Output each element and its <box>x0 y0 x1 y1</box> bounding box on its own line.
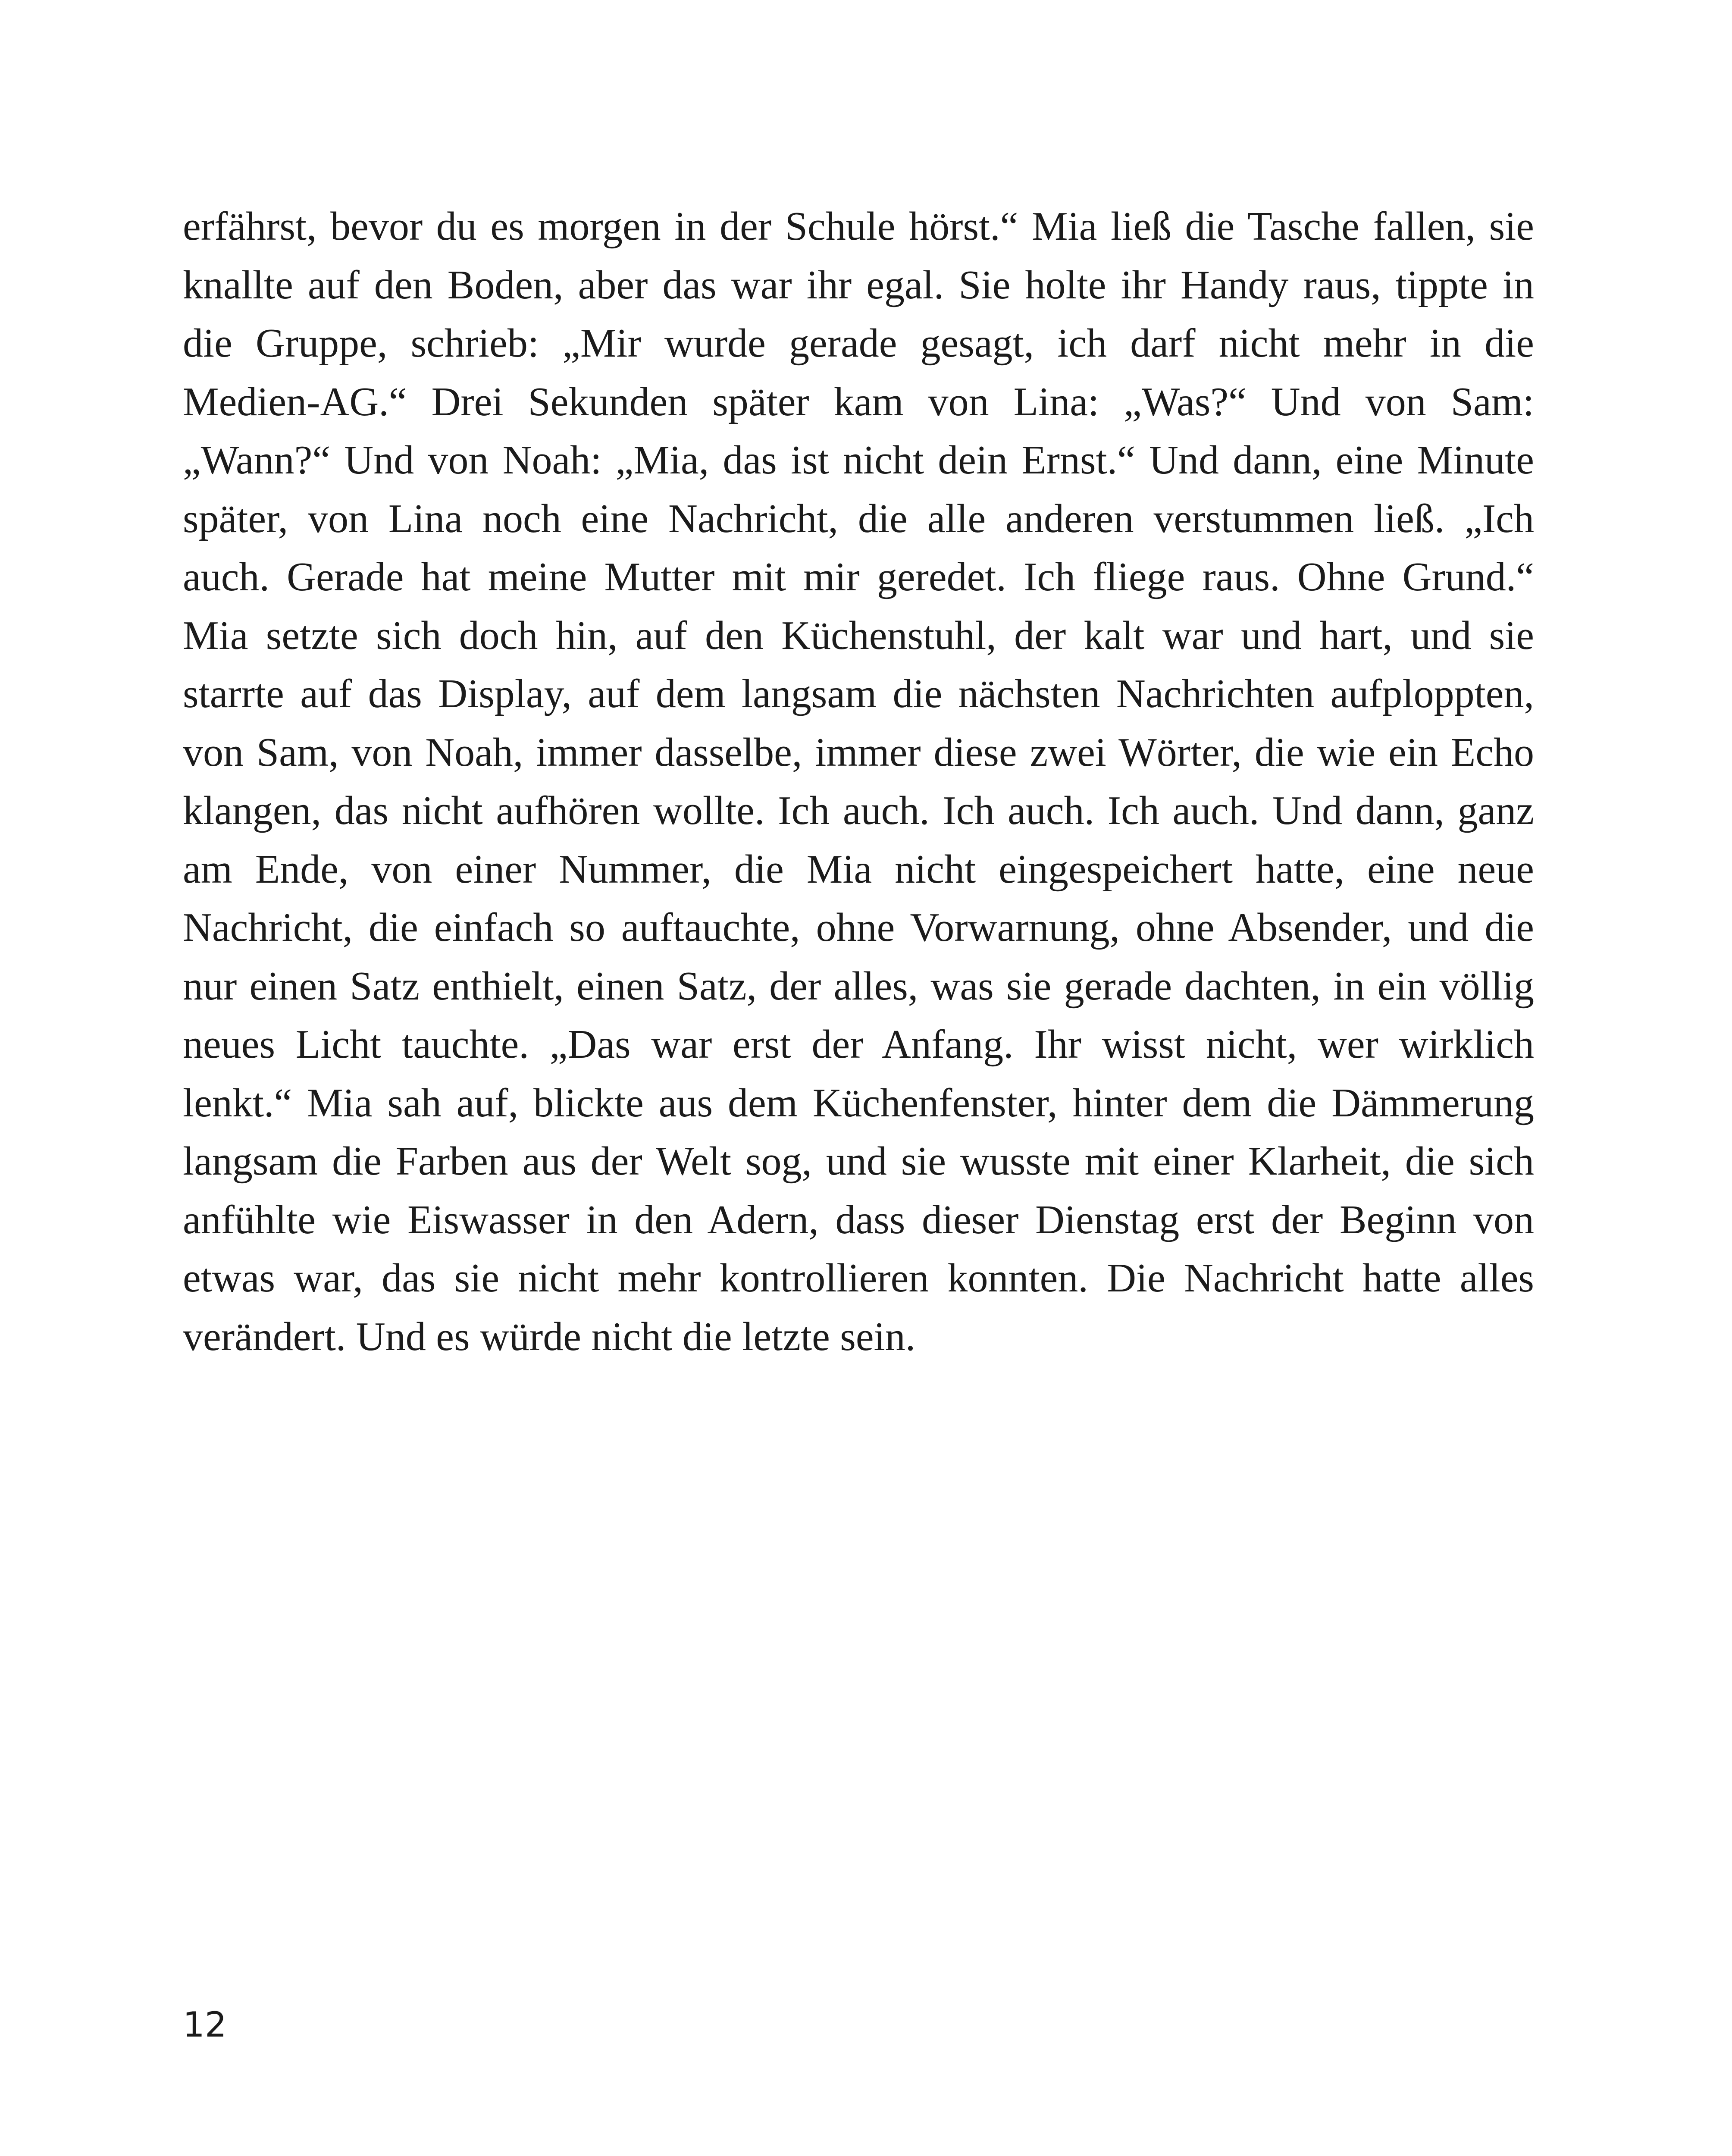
text-line: erfährst, bevor du es morgen in der Schule hörst.“ Mia ließ die Tasche fallen, sie <box>183 204 1534 249</box>
text-line: klangen, das nicht aufhören wollte. Ich auch. Ich auch. Ich auch. Und dann, ganz <box>183 788 1534 833</box>
text-line: Mia setzte sich doch hin, auf den Küchenstuhl, der kalt war und hart, und sie <box>183 613 1534 658</box>
text-line: die Gruppe, schrieb: „Mir wurde gerade gesagt, ich darf nicht mehr in die <box>183 321 1534 366</box>
text-line: später, von Lina noch eine Nachricht, die alle anderen verstummen ließ. „Ich <box>183 496 1534 541</box>
text-line: Medien-AG.“ Drei Sekunden später kam von Lina: „Was?“ Und von Sam: <box>183 379 1534 424</box>
text-line: starrte auf das Display, auf dem langsam die nächsten Nachrichten aufploppten, <box>183 671 1534 716</box>
text-line: neues Licht tauchte. „Das war erst der Anfang. Ihr wisst nicht, wer wirklich <box>183 1022 1534 1067</box>
text-line: Nachricht, die einfach so auftauchte, ohne Vorwarnung, ohne Absender, und die <box>183 905 1534 950</box>
text-line: etwas war, das sie nicht mehr kontrollieren konnten. Die Nachricht hatte alles <box>183 1256 1534 1300</box>
text-line: lenkt.“ Mia sah auf, blickte aus dem Küchenfenster, hinter dem die Dämmerung <box>183 1080 1534 1125</box>
page-number: 12 <box>183 2005 227 2045</box>
text-line: anfühlte wie Eiswasser in den Adern, dass dieser Dienstag erst der Beginn von <box>183 1197 1534 1242</box>
body-paragraph <box>183 197 1534 1366</box>
text-line: „Wann?“ Und von Noah: „Mia, das ist nicht dein Ernst.“ Und dann, eine Minute <box>183 438 1534 483</box>
text-line: auch. Gerade hat meine Mutter mit mir geredet. Ich fliege raus. Ohne Grund.“ <box>183 555 1534 599</box>
text-line: von Sam, von Noah, immer dasselbe, immer diese zwei Wörter, die wie ein Echo <box>183 730 1534 775</box>
text-line: verändert. Und es würde nicht die letzte sein. <box>183 1314 916 1359</box>
text-line: nur einen Satz enthielt, einen Satz, der alles, was sie gerade dachten, in ein völlig <box>183 963 1534 1009</box>
text-line: am Ende, von einer Nummer, die Mia nicht eingespeichert hatte, eine neue <box>183 846 1534 892</box>
text-line: langsam die Farben aus der Welt sog, und sie wusste mit einer Klarheit, die sich <box>183 1139 1534 1184</box>
text-line: knallte auf den Boden, aber das war ihr egal. Sie holte ihr Handy raus, tippte in <box>183 262 1534 307</box>
